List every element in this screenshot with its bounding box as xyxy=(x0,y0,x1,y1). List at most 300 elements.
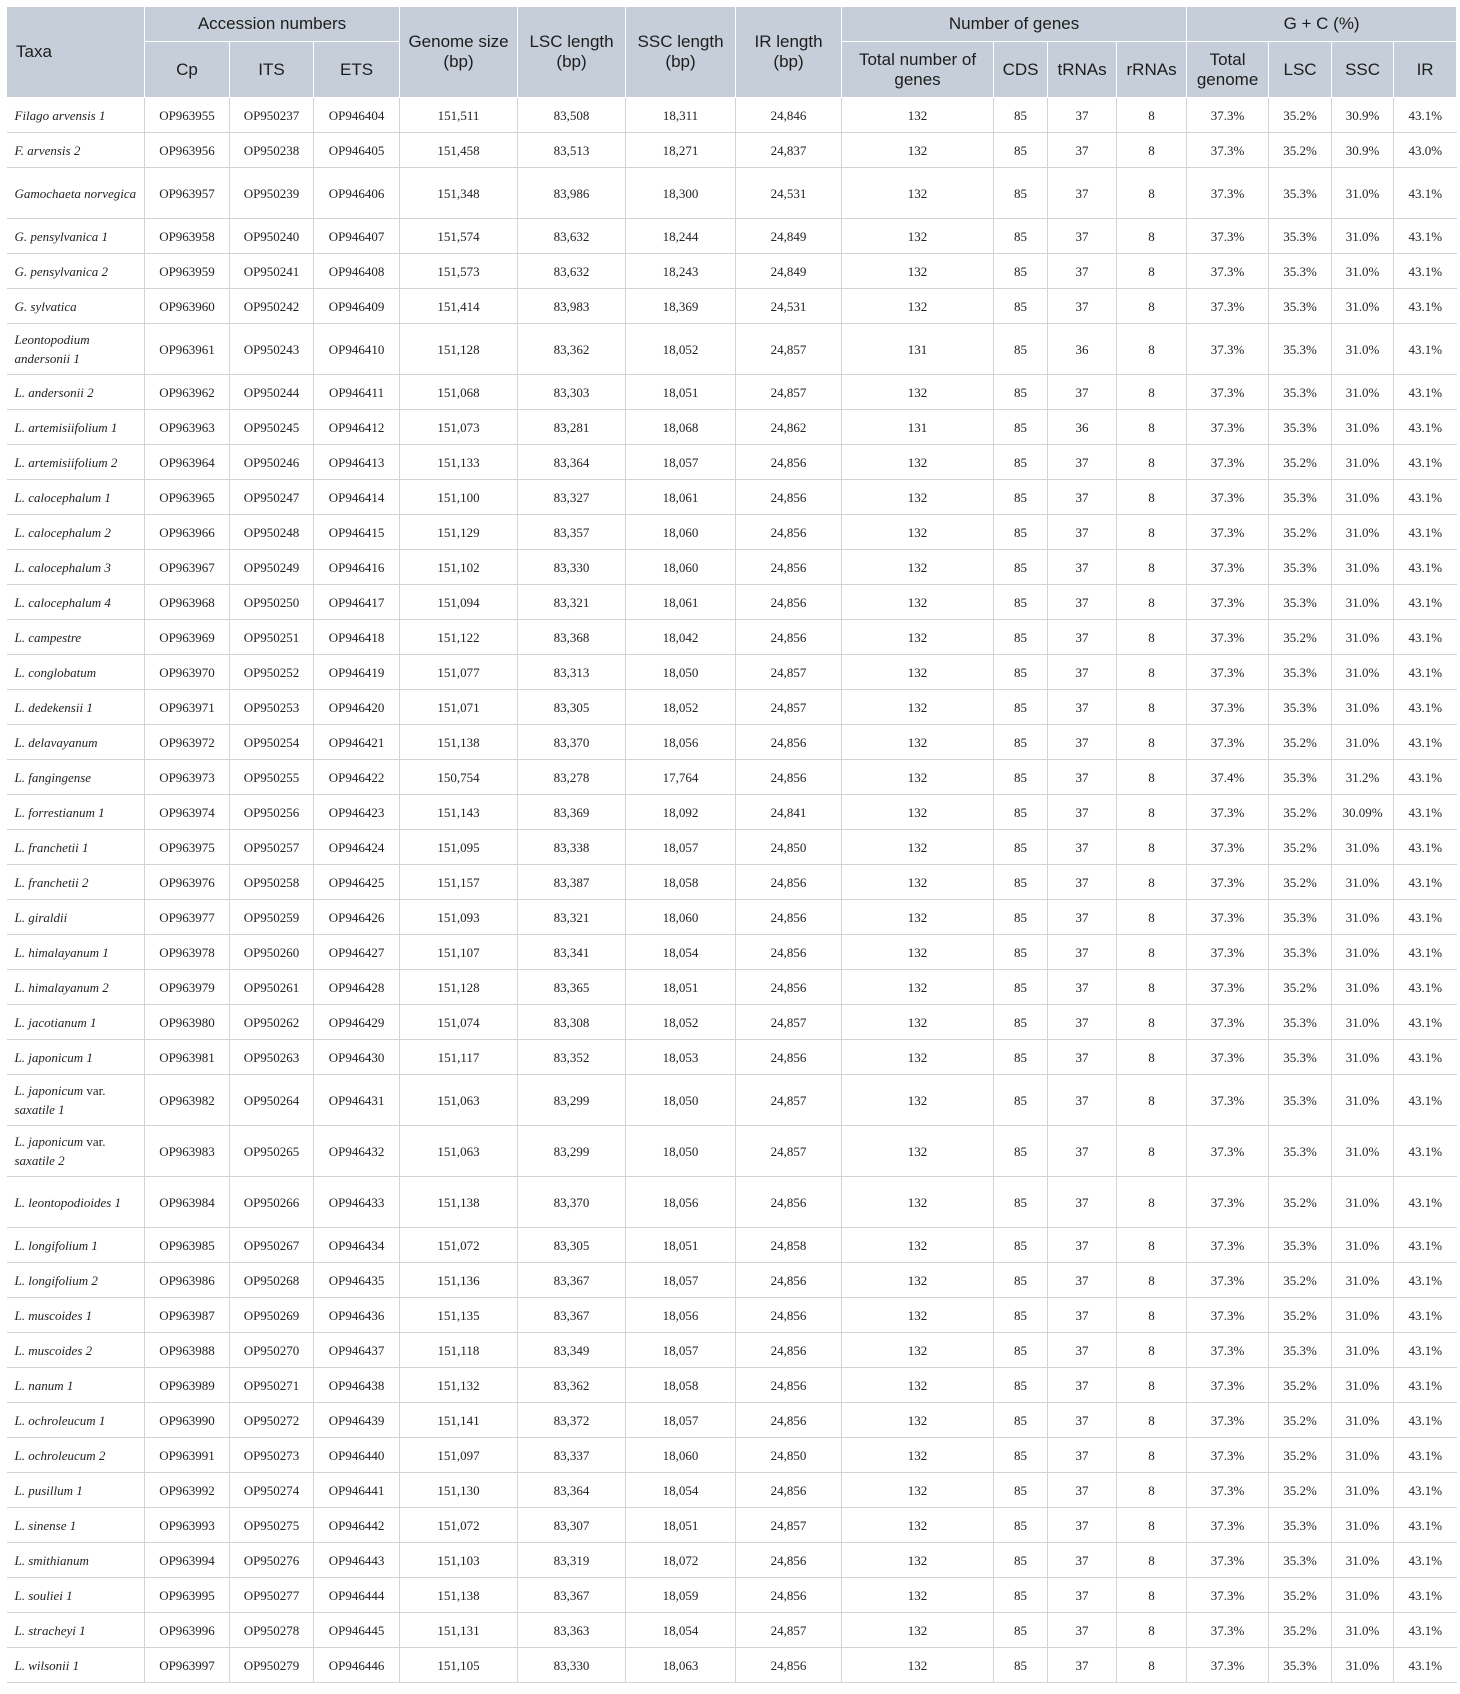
cell-total-genes: 132 xyxy=(842,1508,994,1543)
cell-its: OP950252 xyxy=(230,655,314,690)
cell-gc-lsc: 35.3% xyxy=(1269,1648,1332,1683)
cell-gc-ir: 43.1% xyxy=(1394,1040,1457,1075)
cell-gc-total: 37.3% xyxy=(1187,1005,1269,1040)
cell-ir-length: 24,856 xyxy=(736,900,842,935)
cell-lsc-length: 83,278 xyxy=(518,760,626,795)
table-row xyxy=(7,480,1457,515)
cell-ets: OP946444 xyxy=(314,1578,400,1613)
cell-its: OP950278 xyxy=(230,1613,314,1648)
cell-trnas: 37 xyxy=(1048,935,1117,970)
cell-cp: OP963982 xyxy=(145,1075,230,1126)
cell-ssc-length: 18,056 xyxy=(626,725,736,760)
table-row xyxy=(7,133,1457,168)
cell-gc-lsc: 35.3% xyxy=(1269,254,1332,289)
cell-rrnas: 8 xyxy=(1117,620,1187,655)
cell-ir-length: 24,850 xyxy=(736,830,842,865)
cell-gc-ir: 43.1% xyxy=(1394,760,1457,795)
cell-total-genes: 132 xyxy=(842,98,994,133)
cell-gc-lsc: 35.2% xyxy=(1269,1298,1332,1333)
cell-rrnas: 8 xyxy=(1117,98,1187,133)
cell-taxon: L. calocephalum 1 xyxy=(7,480,145,515)
cell-its: OP950275 xyxy=(230,1508,314,1543)
cell-its: OP950248 xyxy=(230,515,314,550)
cell-lsc-length: 83,330 xyxy=(518,1648,626,1683)
cell-cp: OP963974 xyxy=(145,795,230,830)
table-row xyxy=(7,1648,1457,1683)
cell-ir-length: 24,857 xyxy=(736,1005,842,1040)
cell-its: OP950249 xyxy=(230,550,314,585)
cell-cds: 85 xyxy=(994,133,1048,168)
cell-its: OP950279 xyxy=(230,1648,314,1683)
cell-lsc-length: 83,321 xyxy=(518,900,626,935)
header-taxa: Taxa xyxy=(7,7,145,98)
cell-cp: OP963956 xyxy=(145,133,230,168)
cell-taxon: L. campestre xyxy=(7,620,145,655)
cell-lsc-length: 83,313 xyxy=(518,655,626,690)
cell-gc-total: 37.3% xyxy=(1187,1333,1269,1368)
cell-rrnas: 8 xyxy=(1117,254,1187,289)
cell-gc-total: 37.3% xyxy=(1187,1438,1269,1473)
cell-ssc-length: 18,057 xyxy=(626,1263,736,1298)
cell-gc-ssc: 31.0% xyxy=(1332,690,1394,725)
cell-gc-ir: 43.1% xyxy=(1394,98,1457,133)
cell-genome-size: 151,143 xyxy=(400,795,518,830)
cell-gc-total: 37.3% xyxy=(1187,725,1269,760)
cell-rrnas: 8 xyxy=(1117,133,1187,168)
table-body xyxy=(7,98,1457,1683)
cell-trnas: 37 xyxy=(1048,445,1117,480)
header-gc-ir: IR xyxy=(1394,42,1457,98)
cell-gc-lsc: 35.3% xyxy=(1269,655,1332,690)
cell-ssc-length: 18,369 xyxy=(626,289,736,324)
cell-cds: 85 xyxy=(994,1648,1048,1683)
cell-lsc-length: 83,299 xyxy=(518,1126,626,1177)
cell-taxon: L. giraldii xyxy=(7,900,145,935)
cell-rrnas: 8 xyxy=(1117,375,1187,410)
cell-ssc-length: 18,058 xyxy=(626,865,736,900)
cell-trnas: 37 xyxy=(1048,1263,1117,1298)
cell-trnas: 37 xyxy=(1048,1126,1117,1177)
cell-total-genes: 132 xyxy=(842,1075,994,1126)
cell-gc-ssc: 31.0% xyxy=(1332,515,1394,550)
cell-ssc-length: 18,057 xyxy=(626,830,736,865)
cell-cp: OP963975 xyxy=(145,830,230,865)
cell-rrnas: 8 xyxy=(1117,585,1187,620)
cell-rrnas: 8 xyxy=(1117,515,1187,550)
cell-genome-size: 151,097 xyxy=(400,1438,518,1473)
cell-genome-size: 151,094 xyxy=(400,585,518,620)
cell-cds: 85 xyxy=(994,1578,1048,1613)
cell-ir-length: 24,857 xyxy=(736,1126,842,1177)
cell-ir-length: 24,858 xyxy=(736,1228,842,1263)
cell-trnas: 37 xyxy=(1048,254,1117,289)
cell-gc-ssc: 31.0% xyxy=(1332,480,1394,515)
cell-rrnas: 8 xyxy=(1117,289,1187,324)
cell-gc-lsc: 35.2% xyxy=(1269,1438,1332,1473)
cell-lsc-length: 83,281 xyxy=(518,410,626,445)
cell-gc-ir: 43.1% xyxy=(1394,585,1457,620)
cell-ssc-length: 18,053 xyxy=(626,1040,736,1075)
cell-ir-length: 24,856 xyxy=(736,585,842,620)
cell-cp: OP963966 xyxy=(145,515,230,550)
cell-ets: OP946421 xyxy=(314,725,400,760)
cell-ir-length: 24,856 xyxy=(736,1543,842,1578)
cell-genome-size: 151,117 xyxy=(400,1040,518,1075)
cell-rrnas: 8 xyxy=(1117,1438,1187,1473)
cell-rrnas: 8 xyxy=(1117,1263,1187,1298)
cell-ir-length: 24,856 xyxy=(736,1403,842,1438)
cell-total-genes: 132 xyxy=(842,1578,994,1613)
cell-cp: OP963981 xyxy=(145,1040,230,1075)
cell-gc-ir: 43.1% xyxy=(1394,289,1457,324)
cell-its: OP950251 xyxy=(230,620,314,655)
cell-cds: 85 xyxy=(994,1403,1048,1438)
cell-gc-ssc: 30.9% xyxy=(1332,133,1394,168)
cell-trnas: 37 xyxy=(1048,219,1117,254)
cell-ets: OP946442 xyxy=(314,1508,400,1543)
cell-genome-size: 151,573 xyxy=(400,254,518,289)
cell-gc-ssc: 31.0% xyxy=(1332,830,1394,865)
cell-genome-size: 151,105 xyxy=(400,1648,518,1683)
table-header xyxy=(7,7,1457,98)
cell-ir-length: 24,850 xyxy=(736,1438,842,1473)
cell-rrnas: 8 xyxy=(1117,1508,1187,1543)
cell-total-genes: 132 xyxy=(842,1005,994,1040)
cell-total-genes: 131 xyxy=(842,324,994,375)
cell-lsc-length: 83,321 xyxy=(518,585,626,620)
cell-taxon: L. japonicum var. saxatile 1 xyxy=(7,1075,145,1126)
cell-gc-lsc: 35.2% xyxy=(1269,1177,1332,1228)
cell-cp: OP963995 xyxy=(145,1578,230,1613)
cell-its: OP950274 xyxy=(230,1473,314,1508)
cell-rrnas: 8 xyxy=(1117,1298,1187,1333)
cell-taxon: L. longifolium 2 xyxy=(7,1263,145,1298)
var-marker: var. xyxy=(86,1083,106,1098)
cell-gc-lsc: 35.2% xyxy=(1269,445,1332,480)
cell-ssc-length: 18,271 xyxy=(626,133,736,168)
cell-cds: 85 xyxy=(994,1368,1048,1403)
cell-total-genes: 132 xyxy=(842,289,994,324)
cell-gc-lsc: 35.2% xyxy=(1269,1613,1332,1648)
cell-trnas: 36 xyxy=(1048,410,1117,445)
cell-trnas: 37 xyxy=(1048,515,1117,550)
cell-gc-total: 37.3% xyxy=(1187,1368,1269,1403)
table-row xyxy=(7,1177,1457,1228)
cell-gc-ir: 43.1% xyxy=(1394,690,1457,725)
cell-rrnas: 8 xyxy=(1117,550,1187,585)
cell-gc-ssc: 31.0% xyxy=(1332,1263,1394,1298)
cell-cds: 85 xyxy=(994,289,1048,324)
table-row xyxy=(7,795,1457,830)
cell-gc-total: 37.3% xyxy=(1187,324,1269,375)
cell-taxon: L. jacotianum 1 xyxy=(7,1005,145,1040)
cell-gc-ir: 43.1% xyxy=(1394,1508,1457,1543)
cell-gc-total: 37.3% xyxy=(1187,1543,1269,1578)
cell-its: OP950258 xyxy=(230,865,314,900)
cell-cp: OP963996 xyxy=(145,1613,230,1648)
cell-cds: 85 xyxy=(994,1263,1048,1298)
cell-cp: OP963965 xyxy=(145,480,230,515)
cell-cds: 85 xyxy=(994,1298,1048,1333)
cell-lsc-length: 83,303 xyxy=(518,375,626,410)
cell-rrnas: 8 xyxy=(1117,970,1187,1005)
cell-ir-length: 24,856 xyxy=(736,550,842,585)
cell-ets: OP946439 xyxy=(314,1403,400,1438)
cell-cds: 85 xyxy=(994,970,1048,1005)
cell-ets: OP946433 xyxy=(314,1177,400,1228)
cell-gc-ssc: 31.2% xyxy=(1332,760,1394,795)
genome-table-container xyxy=(6,6,1456,1683)
cell-ir-length: 24,841 xyxy=(736,795,842,830)
cell-trnas: 37 xyxy=(1048,550,1117,585)
cell-gc-ir: 43.1% xyxy=(1394,1543,1457,1578)
cell-ssc-length: 18,056 xyxy=(626,1298,736,1333)
cell-ir-length: 24,856 xyxy=(736,620,842,655)
cell-genome-size: 151,063 xyxy=(400,1126,518,1177)
cell-its: OP950272 xyxy=(230,1403,314,1438)
cell-total-genes: 132 xyxy=(842,550,994,585)
header-ssc-length: SSC length (bp) xyxy=(626,7,736,98)
cell-ir-length: 24,856 xyxy=(736,760,842,795)
cell-gc-lsc: 35.3% xyxy=(1269,900,1332,935)
cell-total-genes: 132 xyxy=(842,970,994,1005)
cell-rrnas: 8 xyxy=(1117,324,1187,375)
cell-lsc-length: 83,327 xyxy=(518,480,626,515)
cell-ets: OP946409 xyxy=(314,289,400,324)
cell-taxon: L. wilsonii 1 xyxy=(7,1648,145,1683)
cell-rrnas: 8 xyxy=(1117,480,1187,515)
cell-genome-size: 151,103 xyxy=(400,1543,518,1578)
cell-gc-lsc: 35.2% xyxy=(1269,133,1332,168)
cell-its: OP950246 xyxy=(230,445,314,480)
cell-lsc-length: 83,338 xyxy=(518,830,626,865)
table-row xyxy=(7,1613,1457,1648)
cell-rrnas: 8 xyxy=(1117,760,1187,795)
cell-genome-size: 151,130 xyxy=(400,1473,518,1508)
cell-gc-total: 37.3% xyxy=(1187,1403,1269,1438)
cell-its: OP950257 xyxy=(230,830,314,865)
cell-cp: OP963977 xyxy=(145,900,230,935)
cell-its: OP950265 xyxy=(230,1126,314,1177)
cell-total-genes: 132 xyxy=(842,219,994,254)
cell-rrnas: 8 xyxy=(1117,1543,1187,1578)
cell-ir-length: 24,856 xyxy=(736,480,842,515)
cell-rrnas: 8 xyxy=(1117,1473,1187,1508)
cell-gc-ir: 43.1% xyxy=(1394,375,1457,410)
cell-gc-ssc: 30.09% xyxy=(1332,795,1394,830)
cell-ets: OP946406 xyxy=(314,168,400,219)
cell-ir-length: 24,857 xyxy=(736,655,842,690)
cell-ets: OP946434 xyxy=(314,1228,400,1263)
cell-ssc-length: 18,061 xyxy=(626,480,736,515)
cell-ets: OP946416 xyxy=(314,550,400,585)
cell-trnas: 37 xyxy=(1048,1005,1117,1040)
cell-lsc-length: 83,341 xyxy=(518,935,626,970)
cell-cds: 85 xyxy=(994,219,1048,254)
cell-lsc-length: 83,986 xyxy=(518,168,626,219)
cell-cds: 85 xyxy=(994,1075,1048,1126)
cell-ssc-length: 18,060 xyxy=(626,1438,736,1473)
cell-trnas: 37 xyxy=(1048,480,1117,515)
cell-gc-total: 37.3% xyxy=(1187,795,1269,830)
cell-gc-total: 37.3% xyxy=(1187,289,1269,324)
cell-gc-lsc: 35.3% xyxy=(1269,1126,1332,1177)
table-row xyxy=(7,410,1457,445)
table-row xyxy=(7,375,1457,410)
cell-genome-size: 151,141 xyxy=(400,1403,518,1438)
cell-gc-ir: 43.1% xyxy=(1394,725,1457,760)
cell-gc-ir: 43.1% xyxy=(1394,1263,1457,1298)
cell-taxon: L. conglobatum xyxy=(7,655,145,690)
cell-gc-ssc: 31.0% xyxy=(1332,289,1394,324)
cell-gc-lsc: 35.2% xyxy=(1269,970,1332,1005)
cell-cds: 85 xyxy=(994,550,1048,585)
cell-trnas: 37 xyxy=(1048,1075,1117,1126)
cell-gc-ssc: 31.0% xyxy=(1332,1648,1394,1683)
cell-total-genes: 132 xyxy=(842,1648,994,1683)
cell-rrnas: 8 xyxy=(1117,900,1187,935)
cell-gc-ir: 43.1% xyxy=(1394,1473,1457,1508)
cell-gc-ir: 43.1% xyxy=(1394,620,1457,655)
cell-ir-length: 24,846 xyxy=(736,98,842,133)
cell-its: OP950266 xyxy=(230,1177,314,1228)
cell-taxon: L. leontopodioides 1 xyxy=(7,1177,145,1228)
cell-ssc-length: 18,060 xyxy=(626,515,736,550)
header-cds: CDS xyxy=(994,42,1048,98)
cell-gc-lsc: 35.3% xyxy=(1269,1040,1332,1075)
cell-gc-ssc: 31.0% xyxy=(1332,1473,1394,1508)
cell-trnas: 37 xyxy=(1048,865,1117,900)
cell-gc-total: 37.3% xyxy=(1187,655,1269,690)
header-gc-lsc: LSC xyxy=(1269,42,1332,98)
cell-taxon: L. franchetii 1 xyxy=(7,830,145,865)
cell-gc-lsc: 35.2% xyxy=(1269,865,1332,900)
cell-rrnas: 8 xyxy=(1117,830,1187,865)
cell-taxon: G. pensylvanica 2 xyxy=(7,254,145,289)
cell-rrnas: 8 xyxy=(1117,725,1187,760)
cell-rrnas: 8 xyxy=(1117,1403,1187,1438)
header-total-genome: Total genome xyxy=(1187,42,1269,98)
cell-ssc-length: 18,057 xyxy=(626,1333,736,1368)
cell-gc-ir: 43.1% xyxy=(1394,254,1457,289)
cell-total-genes: 132 xyxy=(842,133,994,168)
table-row xyxy=(7,760,1457,795)
cell-total-genes: 132 xyxy=(842,1543,994,1578)
cell-taxon: L. muscoides 2 xyxy=(7,1333,145,1368)
cell-gc-ssc: 31.0% xyxy=(1332,445,1394,480)
cell-cds: 85 xyxy=(994,795,1048,830)
cell-taxon: L. himalayanum 1 xyxy=(7,935,145,970)
cell-ssc-length: 18,052 xyxy=(626,1005,736,1040)
cell-gc-ssc: 31.0% xyxy=(1332,935,1394,970)
cell-taxon: L. smithianum xyxy=(7,1543,145,1578)
cell-ssc-length: 18,051 xyxy=(626,375,736,410)
cell-trnas: 37 xyxy=(1048,1438,1117,1473)
cell-cds: 85 xyxy=(994,324,1048,375)
cell-cds: 85 xyxy=(994,585,1048,620)
cell-cp: OP963980 xyxy=(145,1005,230,1040)
cell-gc-ssc: 31.0% xyxy=(1332,1578,1394,1613)
cell-total-genes: 132 xyxy=(842,1368,994,1403)
cell-cp: OP963968 xyxy=(145,585,230,620)
cell-total-genes: 132 xyxy=(842,830,994,865)
cell-ets: OP946435 xyxy=(314,1263,400,1298)
cell-rrnas: 8 xyxy=(1117,1040,1187,1075)
cell-ir-length: 24,856 xyxy=(736,1473,842,1508)
cell-taxon: L. himalayanum 2 xyxy=(7,970,145,1005)
cell-gc-total: 37.3% xyxy=(1187,1578,1269,1613)
cell-taxon: G. pensylvanica 1 xyxy=(7,219,145,254)
cell-gc-ir: 43.1% xyxy=(1394,1005,1457,1040)
cell-cp: OP963988 xyxy=(145,1333,230,1368)
cell-gc-total: 37.3% xyxy=(1187,620,1269,655)
cell-total-genes: 132 xyxy=(842,1228,994,1263)
cell-taxon: L. ochroleucum 1 xyxy=(7,1403,145,1438)
table-row xyxy=(7,1126,1457,1177)
cell-cds: 85 xyxy=(994,760,1048,795)
cell-cp: OP963964 xyxy=(145,445,230,480)
cell-gc-ssc: 31.0% xyxy=(1332,1543,1394,1578)
cell-gc-ir: 43.1% xyxy=(1394,935,1457,970)
cell-ets: OP946437 xyxy=(314,1333,400,1368)
cell-ir-length: 24,849 xyxy=(736,219,842,254)
cell-cds: 85 xyxy=(994,1005,1048,1040)
cell-ssc-length: 18,050 xyxy=(626,1126,736,1177)
cell-ssc-length: 18,072 xyxy=(626,1543,736,1578)
cell-total-genes: 132 xyxy=(842,690,994,725)
cell-gc-ir: 43.1% xyxy=(1394,795,1457,830)
cell-total-genes: 131 xyxy=(842,410,994,445)
cell-taxon: L. nanum 1 xyxy=(7,1368,145,1403)
cell-lsc-length: 83,372 xyxy=(518,1403,626,1438)
cell-taxon: Gamochaeta norvegica xyxy=(7,168,145,219)
cell-gc-total: 37.3% xyxy=(1187,1648,1269,1683)
cell-its: OP950240 xyxy=(230,219,314,254)
cell-ir-length: 24,857 xyxy=(736,690,842,725)
cell-ir-length: 24,857 xyxy=(736,1613,842,1648)
cell-gc-lsc: 35.3% xyxy=(1269,1228,1332,1263)
cell-gc-lsc: 35.3% xyxy=(1269,168,1332,219)
cell-gc-ir: 43.1% xyxy=(1394,515,1457,550)
cell-genome-size: 151,511 xyxy=(400,98,518,133)
cell-its: OP950247 xyxy=(230,480,314,515)
cell-its: OP950239 xyxy=(230,168,314,219)
cell-gc-ir: 43.1% xyxy=(1394,1613,1457,1648)
cell-gc-ir: 43.1% xyxy=(1394,1648,1457,1683)
cell-genome-size: 151,107 xyxy=(400,935,518,970)
cell-rrnas: 8 xyxy=(1117,1578,1187,1613)
cell-trnas: 37 xyxy=(1048,620,1117,655)
cell-cp: OP963984 xyxy=(145,1177,230,1228)
cell-gc-total: 37.3% xyxy=(1187,830,1269,865)
cell-genome-size: 151,122 xyxy=(400,620,518,655)
cell-cp: OP963973 xyxy=(145,760,230,795)
table-row xyxy=(7,1508,1457,1543)
cell-cp: OP963972 xyxy=(145,725,230,760)
cell-cp: OP963958 xyxy=(145,219,230,254)
cell-lsc-length: 83,367 xyxy=(518,1298,626,1333)
cell-rrnas: 8 xyxy=(1117,655,1187,690)
cell-cp: OP963960 xyxy=(145,289,230,324)
cell-genome-size: 151,077 xyxy=(400,655,518,690)
cell-lsc-length: 83,983 xyxy=(518,289,626,324)
table-row xyxy=(7,219,1457,254)
cell-total-genes: 132 xyxy=(842,620,994,655)
cell-total-genes: 132 xyxy=(842,515,994,550)
cell-ir-length: 24,837 xyxy=(736,133,842,168)
cell-ir-length: 24,857 xyxy=(736,324,842,375)
cell-trnas: 37 xyxy=(1048,1508,1117,1543)
